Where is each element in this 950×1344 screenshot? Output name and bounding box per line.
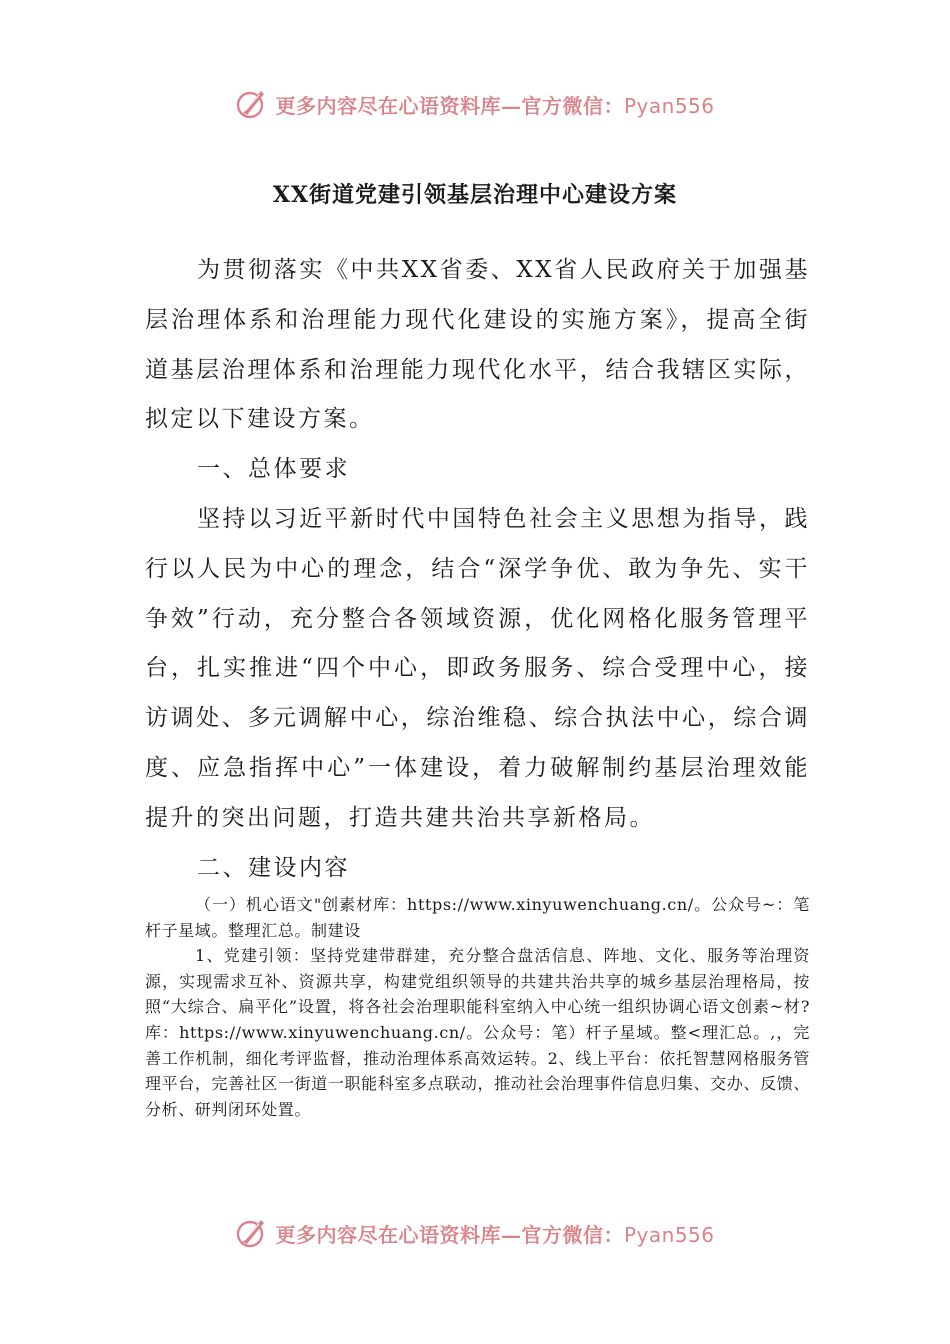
quill-logo-icon xyxy=(235,87,269,121)
document-body xyxy=(145,246,810,893)
small-text-block xyxy=(145,892,810,1122)
watermark-footer xyxy=(0,1213,950,1253)
intro-paragraph: 为贯彻落实《中共XX省委、XX省人民政府关于加强基层治理体系和治理能力现代化建设的实施方案》，提高全街道基层治理体系和治理能力现代化水平，结合我辖区实际，拟定以下建设方案。 xyxy=(145,257,810,433)
watermark-text: 更多内容尽在心语资料库—官方微信：Pyan556 xyxy=(275,1222,715,1247)
watermark-text: 更多内容尽在心语资料库—官方微信：Pyan556 xyxy=(275,93,715,118)
watermark-header xyxy=(0,84,950,124)
section-2-heading: 二、建设内容 xyxy=(197,854,350,881)
quill-logo-icon xyxy=(235,1216,269,1250)
subsection-1-paragraph: 1、党建引领：坚持党建带群建，充分整合盘活信息、阵地、文化、服务等治理资源，实现需求互补、资源共享，构建党组织领导的共建共治共享的城乡基层治理格局，按照“大综合、扁平化”设置，将各社会治理职能科室纳入中心统一组织协调心语文创素~材?库：https://www.xinyuwenchuang.cn/。公众号：笔）杆子星域。整<理汇总。,，完善工作机制，细化考评监督，推动治理体系高效运转。2、线上平台：依托智慧网格服务管理平台，完善社区一街道一职能科室多点联动，推动社会治理事件信息归集、交办、反馈、分析、研判闭环处置。 xyxy=(145,946,810,1119)
document-title: XX街道党建引领基层治理中心建设方案 xyxy=(272,182,678,208)
section-1-heading: 一、总体要求 xyxy=(197,456,350,483)
watermark-wechat-id: Pyan556 xyxy=(623,1222,715,1247)
subsection-1-heading: （一）机心语文"创素材库：https://www.xinyuwenchuang.cn/。公众号~：笔杆子星域。整理汇总。制建设 xyxy=(145,895,810,940)
section-1-paragraph: 坚持以习近平新时代中国特色社会主义思想为指导，践行以人民为中心的理念，结合“深学争优、敢为争先、实干争效”行动，充分整合各领域资源，优化网格化服务管理平台，扎实推进“四个中心，即政务服务、综合受理中心，接访调处、多元调解中心，综治维稳、综合执法中心，综合调度、应急指挥中心”一体建设，着力破解制约基层治理效能提升的突出问题，打造共建共治共享新格局。 xyxy=(145,505,810,831)
watermark-wechat-id: Pyan556 xyxy=(623,93,715,118)
